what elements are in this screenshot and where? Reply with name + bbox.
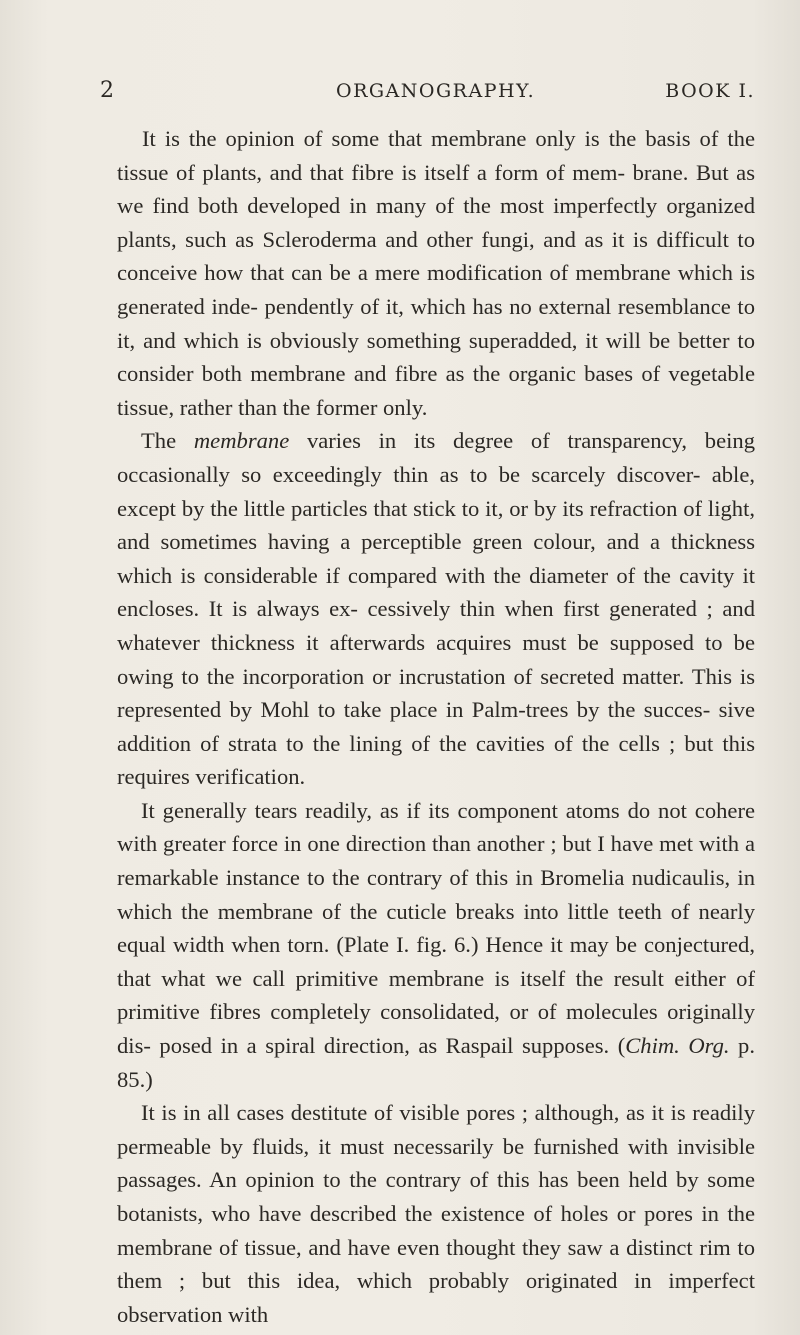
paragraph-text: The — [141, 428, 194, 454]
body-text — [117, 122, 755, 1331]
paragraph-text: It generally tears readily, as if its component atoms do not cohere with greater force in one direction than another ; but I have met with a remarkable instance to the contrary of this in Bromelia nudicaulis, in which the membrane of the cuticle breaks into little teeth of nearly equal width when torn. (Plate I. fig. 6.) Hence it may be conjectured, that what we call primitive membrane is itself the result either of primitive fibres completely consolidated, or of molecules originally dis- posed in a spiral direction, as Raspail supposes. ( — [117, 797, 755, 1059]
paragraph-text: varies in its degree of transparency, being occasionally so exceedingly thin as to be scarcely discover- able, except by the little particles that stick to it, or by its refraction of light, and sometimes having a perceptible green colour, and a thickness which is considerable if compared with the diameter of the cavity it encloses. It is always ex- cessively thin when first generated ; and whatever thickness it afterwards acquires must be supposed to be owing to the incorporation or incrustation of secreted matter. This is represented by Mohl to take place in Palm-trees by the succes- sive addition of strata to the lining of the cavities of the cells ; but this requires verification. — [117, 428, 755, 790]
paragraph-membrane-transparency — [117, 424, 755, 794]
paragraph-text: p. 85.) — [117, 1033, 755, 1092]
paragraph-membrane-tearing — [117, 794, 755, 1096]
book-label: BOOK I. — [665, 80, 755, 102]
paragraph-text: It is in all cases destitute of visible pores ; although, as it is readily permeable by fluids, it must necessarily be furnished with invisible passages. An opinion to the contrary of this has been held by some botanists, who have described the existence of holes or pores in the membrane of tissue, and have even thought they saw a distinct rim to them ; but this idea, which probably originated in imperfect observation with — [117, 1100, 755, 1327]
paragraph-membrane-pores — [117, 1096, 755, 1331]
paragraph-membrane-opinion — [117, 122, 755, 424]
page-number: 2 — [100, 78, 115, 103]
paragraph-text: It is the opinion of some that membrane only is the basis of the tissue of plants, and that fibre is itself a form of mem- brane. But as we find both developed in many of the most imperfectly organized plants, such as Scleroderma and other fungi, and as it is difficult to conceive how that can be a mere modification of membrane which is generated inde- pendently of it, which has no external resemblance to it, and which is obviously something superadded, it will be better to consider both membrane and fibre as the organic bases of vegetable tissue, rather than the former only. — [117, 126, 755, 420]
italic-term: membrane — [193, 428, 290, 454]
italic-citation: Chim. Org. — [625, 1033, 730, 1059]
running-head: ORGANOGRAPHY. — [336, 80, 536, 102]
page-header — [100, 78, 755, 108]
